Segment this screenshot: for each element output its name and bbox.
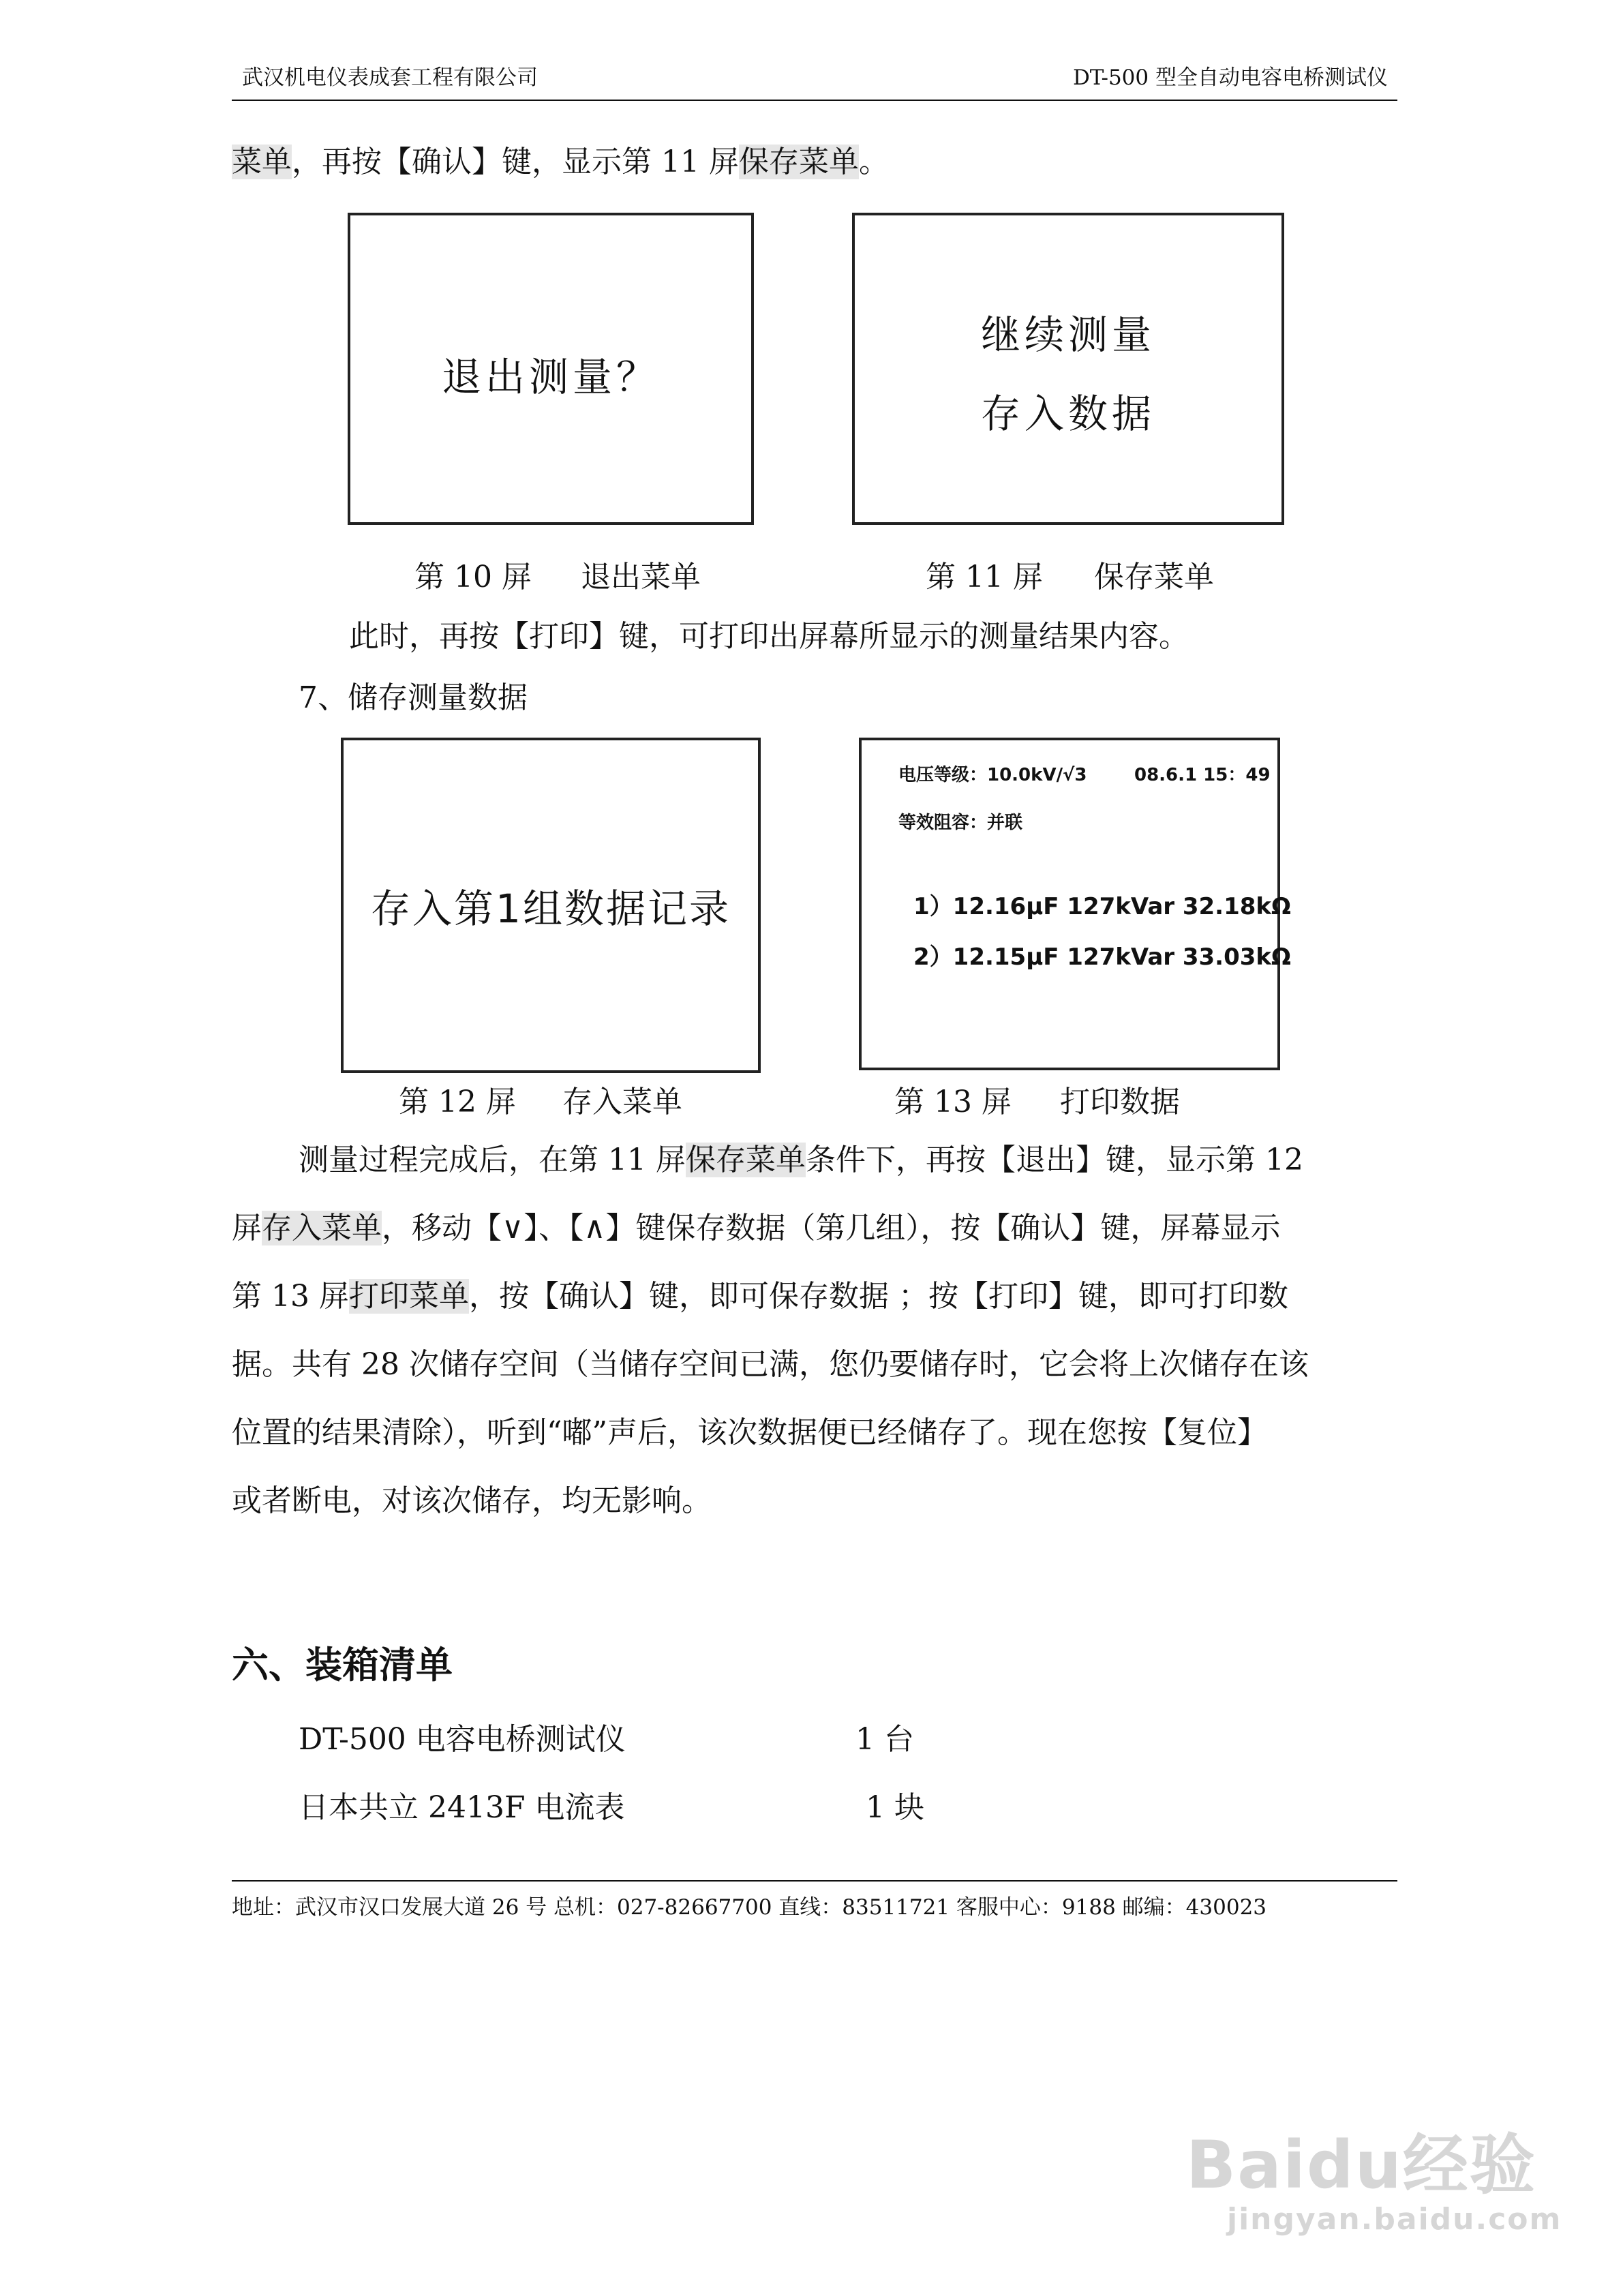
highlight-print-menu: 打印菜单 <box>348 1279 469 1314</box>
para-text: 屏 <box>232 1211 262 1245</box>
caption-12-name: 存入菜单 <box>562 1085 682 1119</box>
highlight-save-menu: 保存菜单 <box>685 1143 806 1177</box>
highlight-save-menu: 保存菜单 <box>738 145 859 179</box>
header-rule <box>232 100 1397 101</box>
screen-13-row-2: 2）12.15μF 127kVar 33.03kΩ <box>913 943 1291 971</box>
screen-12-text: 存入第1组数据记录 <box>371 886 731 932</box>
highlight-menu: 菜单 <box>232 145 292 179</box>
caption-11-name: 保存菜单 <box>1094 560 1214 594</box>
screen-12 <box>341 738 761 1073</box>
section-7-title: 7、储存测量数据 <box>299 680 528 715</box>
intro-line <box>232 147 889 177</box>
packing-qty-2: 1 块 <box>866 1790 924 1825</box>
packing-item-1: DT-500 电容电桥测试仪 <box>299 1722 626 1757</box>
caption-11-num: 第 11 屏 <box>926 560 1043 594</box>
packing-qty-1: 1 台 <box>855 1722 914 1757</box>
section-6-title: 六、装箱清单 <box>232 1644 453 1687</box>
para-line-3 <box>232 1279 1288 1314</box>
caption-13-name: 打印数据 <box>1060 1085 1180 1119</box>
footer-rule <box>232 1880 1397 1882</box>
watermark-logo: Baidu经验 <box>1186 2127 1536 2203</box>
caption-12-num: 第 12 屏 <box>399 1085 516 1119</box>
print-note: 此时，再按【打印】键，可打印出屏幕所显示的测量结果内容。 <box>349 619 1189 654</box>
screen-13-datetime: 08.6.1 15：49 <box>1134 765 1271 785</box>
header-company: 武汉机电仪表成套工程有限公司 <box>242 65 538 90</box>
header-product: DT-500 型全自动电容电桥测试仪 <box>1072 65 1388 90</box>
screen-11 <box>852 213 1284 525</box>
para-text: 测量过程完成后，在第 11 屏 <box>299 1143 686 1177</box>
para-line-4: 据。共有 28 次储存空间（当储存空间已满，您仍要储存时，它会将上次储存在该 <box>232 1347 1309 1382</box>
para-line-5: 位置的结果清除），听到“嘟”声后，该次数据便已经储存了。现在您按【复位】 <box>232 1415 1267 1450</box>
para-line-2 <box>232 1213 1280 1243</box>
para-line-6: 或者断电，对该次储存，均无影响。 <box>232 1483 712 1518</box>
packing-item-2: 日本共立 2413F 电流表 <box>299 1790 625 1825</box>
para-line-1 <box>299 1145 1303 1175</box>
screen-10-text: 退出测量？ <box>441 354 660 400</box>
caption-10-name: 退出菜单 <box>581 560 701 594</box>
screen-13-impedance: 等效阻容：并联 <box>898 813 1023 833</box>
para-text: ，按【确认】键，即可保存数据 ；按【打印】键，即可打印数 <box>468 1279 1288 1314</box>
screen-11-line2: 存入数据 <box>980 391 1155 437</box>
highlight-store-menu: 存入菜单 <box>262 1211 382 1245</box>
para-text: 条件下，再按【退出】键，显示第 12 <box>805 1143 1303 1177</box>
watermark-url: jingyan.baidu.com <box>1227 2202 1562 2237</box>
screen-11-line1: 继续测量 <box>980 312 1155 358</box>
caption-10-num: 第 10 屏 <box>414 560 532 594</box>
screen-10 <box>348 213 754 525</box>
para-text: ，移动【∨】、【∧】键保存数据（第几组），按【确认】键，屏幕显示 <box>382 1211 1281 1245</box>
screen-13-voltage: 电压等级：10.0kV/√3 <box>898 765 1087 785</box>
intro-end: 。 <box>858 145 889 179</box>
screen-13 <box>859 738 1291 1070</box>
para-text: 第 13 屏 <box>232 1279 349 1314</box>
screen-13-row-1: 1）12.16μF 127kVar 32.18kΩ <box>913 893 1291 920</box>
footer-contact: 地址：武汉市汉口发展大道 26 号 总机：027-82667700 直线：83511721 客服中心：9188 邮编：430023 <box>232 1895 1267 1920</box>
intro-text: ，再按【确认】键，显示第 11 屏 <box>292 145 739 179</box>
caption-13-num: 第 13 屏 <box>894 1085 1012 1119</box>
